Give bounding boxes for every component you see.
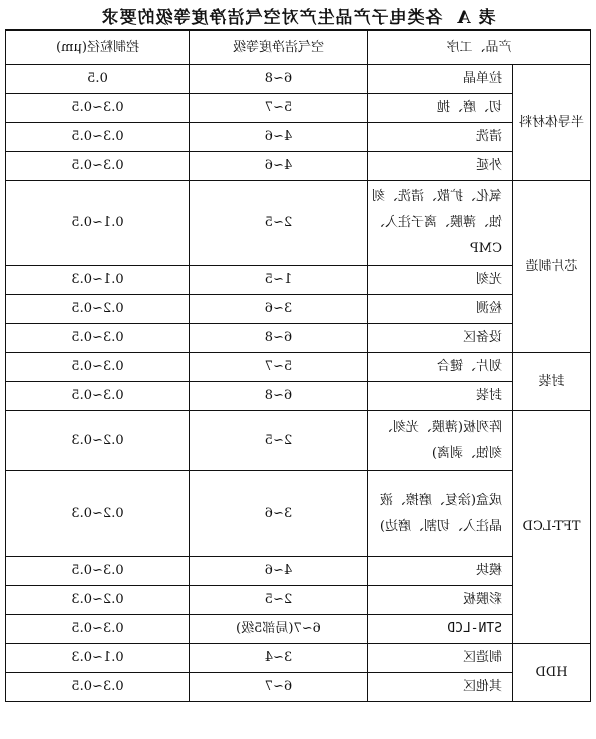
process-cell: 其他区 <box>367 673 512 702</box>
class-cell: 3~6 <box>189 471 367 557</box>
size-cell: 0.3~0.5 <box>5 152 189 181</box>
table-row <box>5 266 590 295</box>
group-hdd: HDD <box>513 644 591 702</box>
process-cell: 清洗 <box>367 123 512 152</box>
size-cell: 0.3~0.5 <box>5 353 189 382</box>
process-cell: 光刻 <box>367 266 512 295</box>
class-cell: 2~5 <box>189 411 367 471</box>
table-row <box>5 181 590 266</box>
table-row <box>5 353 590 382</box>
table-row <box>5 615 590 644</box>
class-cell: 4~6 <box>189 152 367 181</box>
process-cell: 氧化、扩散、清洗、刻蚀、薄膜、离子注入、CMP <box>367 181 512 266</box>
size-cell: 0.3~0.5 <box>5 673 189 702</box>
class-cell: 3~4 <box>189 644 367 673</box>
table-row <box>5 295 590 324</box>
process-cell: 模块 <box>367 557 512 586</box>
table-row <box>5 324 590 353</box>
size-cell: 0.1~0.3 <box>5 266 189 295</box>
class-cell: 4~6 <box>189 123 367 152</box>
size-cell: 0.5 <box>5 65 189 94</box>
process-cell: 成盒(涂复、磨擦、液晶注入、切割、磨边) <box>367 471 512 557</box>
header-particle-size: 控制粒径(μm) <box>5 30 189 65</box>
table-row <box>5 673 590 702</box>
process-cell: 设备区 <box>367 324 512 353</box>
table-number: 表 A <box>456 7 496 28</box>
table-row <box>5 94 590 123</box>
process-cell: STN-LCD <box>367 615 512 644</box>
group-tftlcd: TFT-LCD <box>513 411 591 644</box>
process-cell: 制造区 <box>367 644 512 673</box>
class-cell: 5~7 <box>189 94 367 123</box>
table-row <box>5 152 590 181</box>
process-cell: 彩膜板 <box>367 586 512 615</box>
table-row <box>5 123 590 152</box>
size-cell: 0.1~0.5 <box>5 181 189 266</box>
table-title: 各类电子产品生产对空气洁净度等级的要求 <box>100 7 443 28</box>
size-cell: 0.2~0.3 <box>5 586 189 615</box>
process-cell: 封装 <box>367 382 512 411</box>
size-cell: 0.3~0.5 <box>5 557 189 586</box>
header-product-process: 产品、工序 <box>367 30 590 65</box>
table-caption <box>0 2 596 28</box>
table-row <box>5 557 590 586</box>
process-cell: 切、磨、抛 <box>367 94 512 123</box>
class-cell: 2~5 <box>189 586 367 615</box>
group-package: 封装 <box>513 353 591 411</box>
class-cell: 4~6 <box>189 557 367 586</box>
group-chip: 芯片制造 <box>513 181 591 353</box>
table-row <box>5 65 590 94</box>
cleanliness-requirements-table <box>5 29 591 702</box>
process-cell: 划片、键合 <box>367 353 512 382</box>
class-cell: 2~5 <box>189 181 367 266</box>
size-cell: 0.3~0.5 <box>5 94 189 123</box>
size-cell: 0.3~0.5 <box>5 123 189 152</box>
size-cell: 0.2~0.5 <box>5 295 189 324</box>
header-cleanliness: 空气洁净度等级 <box>189 30 367 65</box>
process-cell: 外延 <box>367 152 512 181</box>
size-cell: 0.2~0.3 <box>5 411 189 471</box>
class-cell: 6~8 <box>189 324 367 353</box>
class-cell: 1~5 <box>189 266 367 295</box>
table-row <box>5 644 590 673</box>
process-cell: 拉单晶 <box>367 65 512 94</box>
table-header-row <box>5 30 590 65</box>
size-cell: 0.3~0.5 <box>5 615 189 644</box>
table-row <box>5 586 590 615</box>
size-cell: 0.1~0.3 <box>5 644 189 673</box>
group-semiconductor: 半导体材料 <box>513 65 591 181</box>
class-cell: 5~7 <box>189 353 367 382</box>
class-cell: 6~7(局部5级) <box>189 615 367 644</box>
table-row <box>5 382 590 411</box>
class-cell: 3~6 <box>189 295 367 324</box>
class-cell: 6~8 <box>189 382 367 411</box>
process-cell: 检测 <box>367 295 512 324</box>
table-row <box>5 471 590 557</box>
size-cell: 0.3~0.5 <box>5 324 189 353</box>
size-cell: 0.2~0.3 <box>5 471 189 557</box>
process-cell: 阵列板(薄膜、光刻、刻蚀、剥离) <box>367 411 512 471</box>
table-row <box>5 411 590 471</box>
class-cell: 6~8 <box>189 65 367 94</box>
class-cell: 6~7 <box>189 673 367 702</box>
size-cell: 0.3~0.5 <box>5 382 189 411</box>
